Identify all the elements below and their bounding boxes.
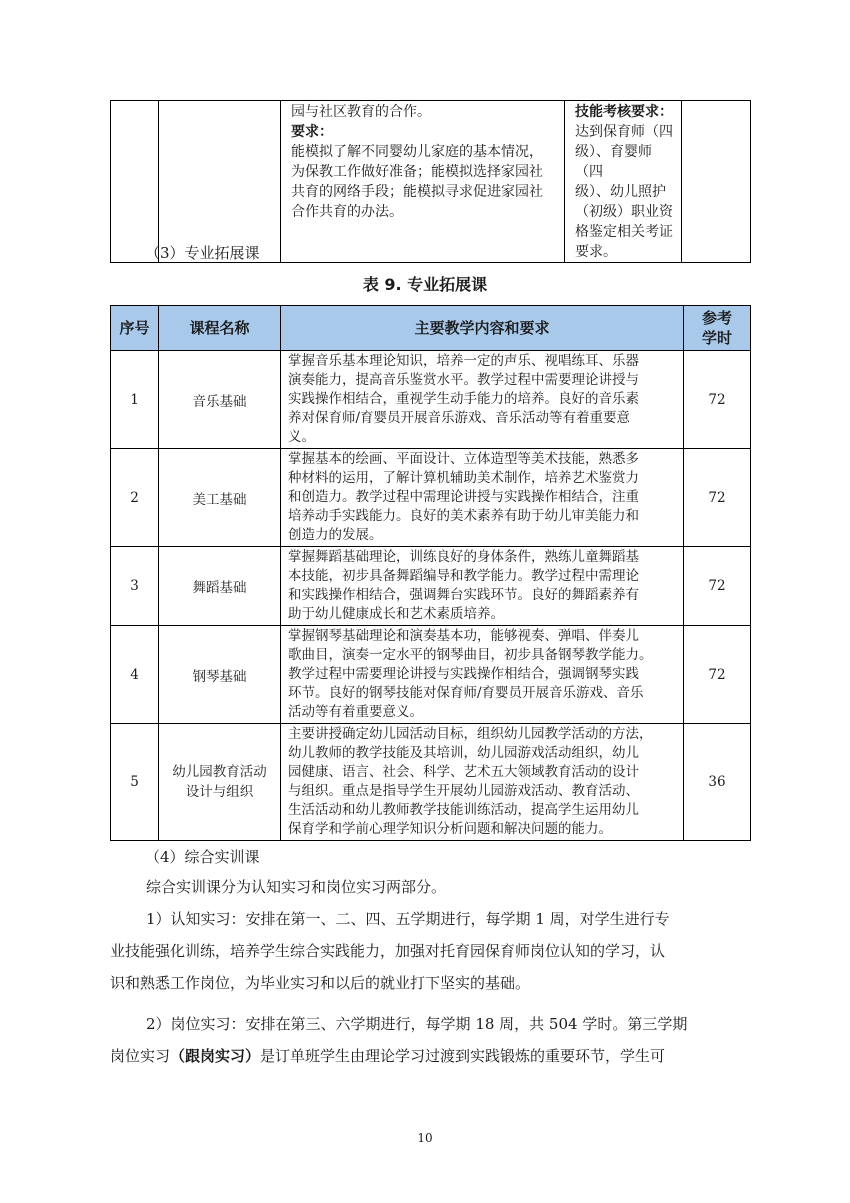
table-row xyxy=(111,547,751,626)
skill-req-heading: 技能考核要求： xyxy=(575,104,673,120)
content-line: 教学过程中需要理论讲授与实践操作相结合，强调钢琴实践 xyxy=(288,666,639,682)
content-line: 为保教工作做好准备；能模拟选择家园社 xyxy=(291,164,543,180)
header-hours xyxy=(684,306,751,351)
content-line: 掌握基本的绘画、平面设计、立体造型等美术技能，熟悉多 xyxy=(288,451,639,467)
paragraph-line: 1）认知实习：安排在第一、二、四、五学期进行，每学期 1 周，对学生进行专 xyxy=(146,910,670,928)
table-row xyxy=(111,449,751,547)
content-line: 和实践操作相结合，强调舞台实践环节。良好的舞蹈素养有 xyxy=(288,587,639,603)
header-content: 主要教学内容和要求 xyxy=(281,306,684,351)
paragraph-line: 识和熟悉工作岗位，为毕业实习和以后的就业打下坚实的基础。 xyxy=(110,974,531,992)
cell-hours xyxy=(682,101,751,263)
content-line: 助于幼儿健康成长和艺术素质培养。 xyxy=(288,606,504,622)
skill-req-line: 格鉴定相关考证 xyxy=(575,224,673,240)
content-line: 环节。良好的钢琴技能对保育师/育婴员开展音乐游戏、音乐 xyxy=(288,685,644,701)
section-heading-4: （4）综合实训课 xyxy=(145,848,260,866)
skill-req-line: 级）、育婴师（四 xyxy=(575,144,652,180)
table-title: 表 9. 专业拓展课 xyxy=(362,275,488,294)
row-course-name: 美工基础 xyxy=(159,449,281,547)
row-content xyxy=(281,724,684,841)
row-content xyxy=(281,351,684,449)
content-line: 主要讲授确定幼儿园活动目标，组织幼儿园教学活动的方法， xyxy=(288,726,653,742)
skill-req-line: （初级）职业资 xyxy=(575,204,673,220)
paragraph-3 xyxy=(110,1008,750,1072)
content-line: 生活活动和幼儿教师教学技能训练活动，提高学生运用幼儿 xyxy=(288,802,639,818)
paragraph-text: 岗位实习 xyxy=(110,1047,171,1065)
row-content xyxy=(281,626,684,724)
content-line: 保育学和学前心理学知识分析问题和解决问题的能力。 xyxy=(288,821,612,837)
table-row xyxy=(111,626,751,724)
paragraph-line xyxy=(110,1040,750,1072)
continued-course-table xyxy=(110,100,751,263)
content-line: 创造力的发展。 xyxy=(288,527,383,543)
cell-content xyxy=(281,101,565,263)
paragraph-2 xyxy=(110,903,750,999)
paragraph-text: 是订单班学生由理论学习过渡到实践锻炼的重要环节，学生可 xyxy=(260,1047,666,1065)
row-hours: 72 xyxy=(684,547,751,626)
table-row xyxy=(111,351,751,449)
paragraph-line: 业技能强化训练，培养学生综合实践能力，加强对托育园保育师岗位认知的学习，认 xyxy=(110,942,666,960)
content-line: 义。 xyxy=(288,429,315,445)
row-content xyxy=(281,547,684,626)
table-row xyxy=(111,724,751,841)
row-content xyxy=(281,449,684,547)
row-hours: 36 xyxy=(684,724,751,841)
header-hours-line: 参考 xyxy=(701,309,732,327)
content-line: 种材料的运用，了解计算机辅助美术制作，培养艺术鉴赏力 xyxy=(288,470,639,486)
row-hours: 72 xyxy=(684,449,751,547)
content-line: 养对保育师/育婴员开展音乐游戏、音乐活动等有着重要意 xyxy=(288,410,631,426)
content-line: 幼儿教师的教学技能及其培训，幼儿园游戏活动组织，幼儿 xyxy=(288,745,639,761)
skill-req-line: 达到保育师（四 xyxy=(575,124,673,140)
content-line: 共育的网络手段；能模拟寻求促进家园社 xyxy=(291,184,543,200)
row-course-name xyxy=(159,724,281,841)
content-line: 园与社区教育的合作。 xyxy=(291,104,431,120)
course-name-line: 幼儿园教育活动 xyxy=(172,764,267,780)
cell-no xyxy=(111,101,159,263)
content-line: 和创造力。教学过程中需理论讲授与实践操作相结合，注重 xyxy=(288,489,639,505)
content-line: 与组织。重点是指导学生开展幼儿园游戏活动、教育活动、 xyxy=(288,783,639,799)
skill-req-line: 级）、幼儿照护 xyxy=(575,184,666,200)
cell-name xyxy=(159,101,281,263)
row-no: 1 xyxy=(111,351,159,449)
content-line: 歌曲目，演奏一定水平的钢琴曲目，初步具备钢琴教学能力。 xyxy=(288,647,653,663)
row-hours: 72 xyxy=(684,351,751,449)
emphasis-text: （跟岗实习） xyxy=(170,1047,261,1065)
content-line: 合作共育的办法。 xyxy=(291,204,403,220)
content-line: 实践操作相结合，重视学生动手能力的培养。良好的音乐素 xyxy=(288,391,639,407)
extension-course-table xyxy=(110,305,751,841)
content-line: 掌握音乐基本理论知识，培养一定的声乐、视唱练耳、乐器 xyxy=(288,353,639,369)
header-hours-line: 学时 xyxy=(701,329,732,347)
content-line: 培养动手实践能力。良好的美术素养有助于幼儿审美能力和 xyxy=(288,508,639,524)
requirement-heading: 要求： xyxy=(291,124,333,140)
paragraph-line: 2）岗位实习：安排在第三、六学期进行，每学期 18 周，共 504 学时。第三学期 xyxy=(146,1015,688,1033)
row-no: 5 xyxy=(111,724,159,841)
content-line: 活动等有着重要意义。 xyxy=(288,704,423,720)
row-course-name: 舞蹈基础 xyxy=(159,547,281,626)
content-line: 演奏能力，提高音乐鉴赏水平。教学过程中需要理论讲授与 xyxy=(288,372,639,388)
content-line: 园健康、语言、社会、科学、艺术五大领域教育活动的设计 xyxy=(288,764,639,780)
paragraph-text: 综合实训课分为认知实习和岗位实习两部分。 xyxy=(146,878,447,896)
section-heading-3: （3）专业拓展课 xyxy=(145,244,260,262)
content-line: 本技能，初步具备舞蹈编导和教学能力。教学过程中需理论 xyxy=(288,568,639,584)
paragraph-1 xyxy=(110,871,750,903)
row-no: 2 xyxy=(111,449,159,547)
header-course-name: 课程名称 xyxy=(159,306,281,351)
skill-req-line: 要求。 xyxy=(575,244,617,260)
header-no: 序号 xyxy=(111,306,159,351)
course-name-line: 设计与组织 xyxy=(185,784,254,800)
page-number: 10 xyxy=(417,1131,433,1145)
row-course-name: 钢琴基础 xyxy=(159,626,281,724)
row-no: 4 xyxy=(111,626,159,724)
content-line: 掌握钢琴基础理论和演奏基本功，能够视奏、弹唱、伴奏儿 xyxy=(288,628,639,644)
content-line: 能模拟了解不同婴幼儿家庭的基本情况， xyxy=(291,144,543,160)
row-hours: 72 xyxy=(684,626,751,724)
content-line: 掌握舞蹈基础理论，训练良好的身体条件，熟练儿童舞蹈基 xyxy=(288,549,639,565)
row-course-name: 音乐基础 xyxy=(159,351,281,449)
row-no: 3 xyxy=(111,547,159,626)
cell-skill-req xyxy=(565,101,682,263)
